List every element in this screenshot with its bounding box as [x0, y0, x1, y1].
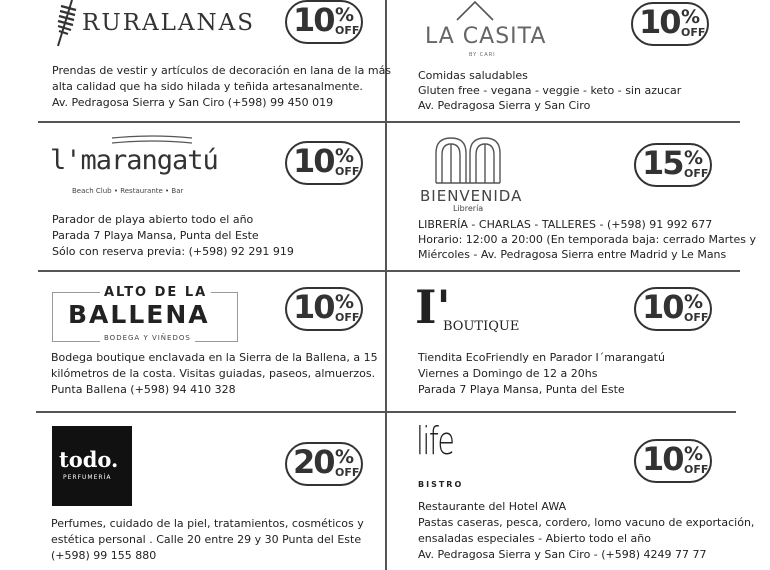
- brand-logo: life: [416, 419, 454, 463]
- brand-logo: I': [415, 280, 451, 334]
- brand-subtitle: PERFUMERÍA: [63, 474, 112, 481]
- brand-logo-text: BOUTIQUE: [443, 319, 520, 334]
- house-roof-icon: [455, 0, 495, 22]
- brand-logo: BIENVENIDA: [420, 187, 523, 205]
- entry-description: Prendas de vestir y artículos de decoración en lana de la más alta calidad que ha sido hilada y teñida artesanalmente. Av. Pedragosa Sierra y San Ciro (+598) 99 450 019: [52, 64, 392, 109]
- entry-description: Bodega boutique enclavada en la Sierra de la Ballena, a 15 kilómetros de la costa. Visitas guiadas, paseos, almuerzos. Punta Ballena (+598) 94 410 328: [51, 351, 378, 396]
- arched-window-icon: [433, 135, 503, 185]
- entry-alto-de-la-ballena: [0, 272, 385, 411]
- entry-description: Tiendita EcoFriendly en Parador I´marangatú Viernes a Domingo de 12 a 20hs Parada 7 Playa Mansa, Punta del Este: [418, 351, 665, 396]
- discount-badge: 10 % OFF: [634, 287, 712, 331]
- brand-logo: RURALANAS: [82, 10, 256, 36]
- brand-subtitle: BISTRO: [418, 480, 464, 489]
- brand-logo: LA CASITA: [425, 24, 547, 49]
- spindle-icon: [52, 0, 78, 48]
- entry-description: Restaurante del Hotel AWA Pastas caseras, pesca, cordero, lomo vacuno de exportación, ensaladas especiales - Abierto todo el año Av. Pedragosa Sierra y San Ciro - (+598) 4249 77 77: [418, 500, 755, 561]
- brand-logo-main: BALLENA: [68, 300, 210, 329]
- entry-life-bistro: [387, 413, 770, 570]
- brand-logo: todo.: [59, 447, 119, 472]
- discount-badge: 20 % OFF: [285, 442, 363, 486]
- discount-badge: 10 % OFF: [285, 141, 363, 185]
- brand-subtitle: BY CARI: [469, 52, 496, 58]
- discount-badge: 10 % OFF: [285, 287, 363, 331]
- entry-description: Comidas saludables Gluten free - vegana - veggie - keto - sin azucar Av. Pedragosa Sierra y San Ciro: [418, 69, 682, 112]
- entry-la-casita: [387, 0, 770, 121]
- discount-badge: 10 % OFF: [631, 2, 709, 46]
- brand-logo: l'marangatú: [50, 145, 218, 176]
- brand-subtitle: Librería: [453, 204, 484, 213]
- brand-logo: ALTO DE LA: [100, 285, 211, 300]
- entry-todo-perfumeria: [0, 413, 385, 570]
- entry-description: Perfumes, cuidado de la piel, tratamientos, cosméticos y estética personal . Calle 20 entre 29 y 30 Punta del Este (+598) 99 155 880: [51, 517, 364, 562]
- entry-bienvenida: [387, 123, 770, 270]
- discount-badge: 10 % OFF: [285, 0, 363, 44]
- discount-badge: 10 % OFF: [634, 439, 712, 483]
- entry-description: Parador de playa abierto todo el año Parada 7 Playa Mansa, Punta del Este Sólo con reserva previa: (+598) 92 291 919: [52, 213, 294, 258]
- brand-subtitle: BODEGA Y VIÑEDOS: [100, 334, 195, 342]
- brand-subtitle: Beach Club • Restaurante • Bar: [72, 187, 184, 195]
- entry-boutique: [387, 272, 770, 411]
- entry-marangatu: [0, 123, 385, 270]
- entry-ruralanas: [0, 0, 392, 121]
- entry-description: LIBRERÍA - CHARLAS - TALLERES - (+598) 91 992 677 Horario: 12:00 a 20:00 (En temporada baja: cerrado Martes y Miércoles - Av. Pedragosa Sierra entre Madrid y Le Mans: [418, 218, 757, 261]
- discount-badge: 15 % OFF: [634, 143, 712, 187]
